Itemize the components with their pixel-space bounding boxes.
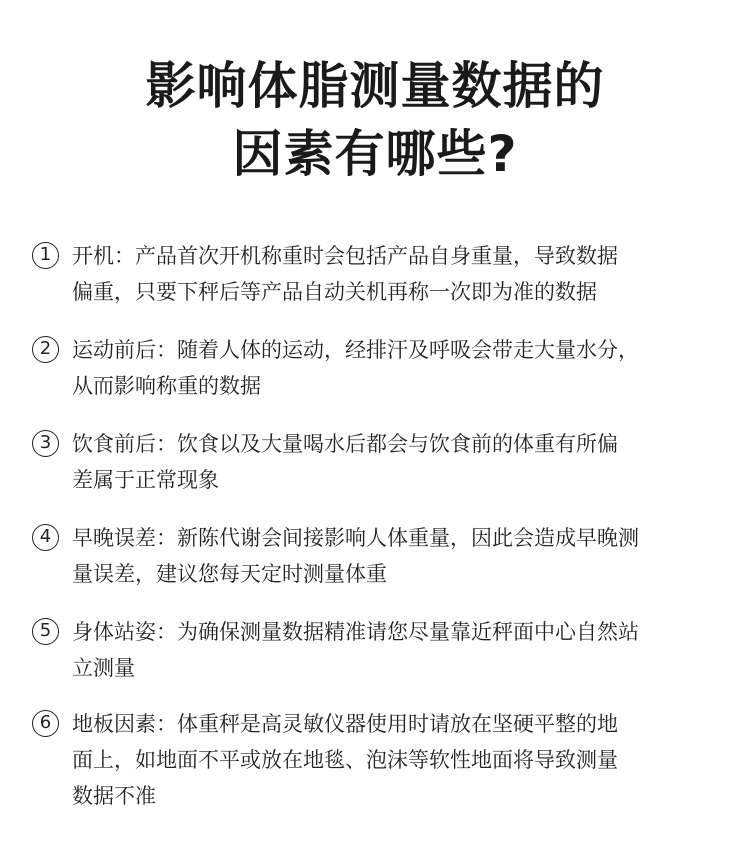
list-item: [0, 706, 750, 814]
item-text-line: 早晚误差：新陈代谢会间接影响人体重量，因此会造成早晚测: [72, 526, 639, 550]
circled-number-1: 1: [32, 242, 59, 269]
item-text-line: 偏重，只要下秤后等产品自动关机再称一次即为准的数据: [72, 280, 597, 304]
circled-number-5: 5: [32, 618, 59, 645]
item-text-line: 运动前后：随着人体的运动，经排汗及呼吸会带走大量水分，: [72, 338, 639, 362]
list-item: [0, 520, 750, 592]
title-line-1: 影响体脂测量数据的: [145, 57, 605, 115]
title-line-2: 因素有哪些?: [232, 125, 518, 183]
page-title: [0, 52, 750, 188]
item-text-line: 开机：产品首次开机称重时会包括产品自身重量，导致数据: [72, 244, 618, 268]
circled-number-2: 2: [32, 336, 59, 363]
list-item: [0, 332, 750, 404]
list-item: [0, 238, 750, 310]
circled-number-4: 4: [32, 524, 59, 551]
factor-list: [0, 238, 750, 814]
item-text-line: 差属于正常现象: [72, 468, 219, 492]
item-text-line: 数据不准: [72, 784, 156, 808]
item-text-line: 地板因素：体重秤是高灵敏仪器使用时请放在坚硬平整的地: [72, 712, 618, 736]
item-text-line: 饮食前后：饮食以及大量喝水后都会与饮食前的体重有所偏: [72, 432, 618, 456]
item-text-line: 面上，如地面不平或放在地毯、泡沫等软性地面将导致测量: [72, 748, 618, 772]
list-item: [0, 614, 750, 686]
item-text-line: 量误差，建议您每天定时测量体重: [72, 562, 387, 586]
item-text-line: 从而影响称重的数据: [72, 374, 261, 398]
item-text-line: 身体站姿：为确保测量数据精准请您尽量靠近秤面中心自然站: [72, 620, 639, 644]
list-item: [0, 426, 750, 498]
circled-number-6: 6: [32, 710, 59, 737]
circled-number-3: 3: [32, 430, 59, 457]
item-text-line: 立测量: [72, 656, 135, 680]
